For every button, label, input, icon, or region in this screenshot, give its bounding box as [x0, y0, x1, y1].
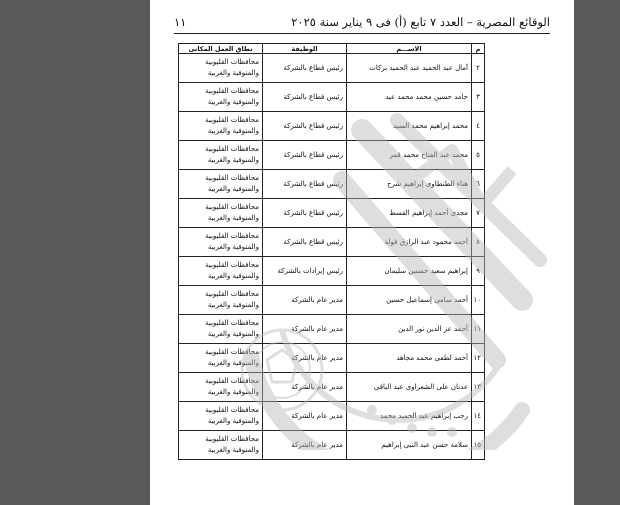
- row-name: مجدى أحمد إبراهيم الفسط: [347, 199, 472, 228]
- row-name: محمد عبد الفتاح محمد قمر: [347, 141, 472, 170]
- row-job: رئيس قطاع بالشركة: [263, 83, 347, 112]
- row-scope-line-2: والمنوفية والغربية: [207, 301, 259, 309]
- row-scope-line-1: محافظات القليوبية: [205, 435, 259, 443]
- row-name: إبراهيم سعيد حسنين سليمان: [347, 257, 472, 286]
- row-scope: [179, 228, 263, 257]
- row-scope: [179, 286, 263, 315]
- gazette-header-title: الوقائع المصرية – العدد ٧ تابع (أ) فى ٩ يناير سنة ٢٠٢٥: [291, 15, 550, 29]
- row-scope-line-2: والمنوفية والغربية: [207, 214, 259, 222]
- row-scope: [179, 315, 263, 344]
- row-job: مدير عام بالشركة: [263, 402, 347, 431]
- table-row: [179, 112, 485, 141]
- row-scope: [179, 402, 263, 431]
- document-page: [150, 0, 574, 505]
- row-scope: [179, 141, 263, 170]
- row-scope-line-2: والمنوفية والغربية: [207, 156, 259, 164]
- row-scope-line-1: محافظات القليوبية: [205, 174, 259, 182]
- row-job: رئيس قطاع بالشركة: [263, 54, 347, 83]
- row-job: رئيس إيرادات بالشركة: [263, 257, 347, 286]
- row-scope-line-1: محافظات القليوبية: [205, 145, 259, 153]
- table-row: [179, 170, 485, 199]
- column-header-num: م: [472, 44, 485, 54]
- row-job: رئيس قطاع بالشركة: [263, 170, 347, 199]
- row-scope: [179, 83, 263, 112]
- table-row: [179, 344, 485, 373]
- column-header-name: الاســـم: [347, 44, 472, 54]
- row-name: سلامة حسن عبد النبى إبراهيم: [347, 431, 472, 460]
- row-name: أحمد لطفى محمد مجاهد: [347, 344, 472, 373]
- appointments-table: [178, 43, 485, 460]
- row-job: مدير عام بالشركة: [263, 286, 347, 315]
- row-name: أحمد عز الدين نور الدين: [347, 315, 472, 344]
- row-name: أحمد محمود عبد الرازق فولة: [347, 228, 472, 257]
- table-row: [179, 199, 485, 228]
- row-scope-line-2: والمنوفية والغربية: [207, 446, 259, 454]
- table-row: [179, 315, 485, 344]
- row-number: ١٥: [472, 431, 485, 460]
- row-scope: [179, 257, 263, 286]
- row-scope: [179, 170, 263, 199]
- row-name: عدنان على الشعراوى عبد الباقى: [347, 373, 472, 402]
- row-number: ١٢: [472, 344, 485, 373]
- row-number: ٦: [472, 170, 485, 199]
- row-job: رئيس قطاع بالشركة: [263, 228, 347, 257]
- row-scope-line-2: والمنوفية والغربية: [207, 359, 259, 367]
- row-job: مدير عام بالشركة: [263, 373, 347, 402]
- row-scope-line-1: محافظات القليوبية: [205, 290, 259, 298]
- row-job: رئيس قطاع بالشركة: [263, 141, 347, 170]
- row-name: رجب إبراهيم عبد الحميد محمد: [347, 402, 472, 431]
- row-scope-line-1: محافظات القليوبية: [205, 87, 259, 95]
- row-name: حامد حسين محمد محمد عيد: [347, 83, 472, 112]
- row-number: ٧: [472, 199, 485, 228]
- row-number: ٨: [472, 228, 485, 257]
- table-row: [179, 228, 485, 257]
- row-scope-line-1: محافظات القليوبية: [205, 348, 259, 356]
- row-number: ٩: [472, 257, 485, 286]
- table-row: [179, 54, 485, 83]
- row-number: ١٠: [472, 286, 485, 315]
- table-row: [179, 373, 485, 402]
- table-row: [179, 431, 485, 460]
- row-scope-line-1: محافظات القليوبية: [205, 232, 259, 240]
- row-name: أحمد سامى إسماعيل حسين: [347, 286, 472, 315]
- row-number: ١٣: [472, 373, 485, 402]
- row-number: ١١: [472, 315, 485, 344]
- column-header-job: الوظيفة: [263, 44, 347, 54]
- row-scope-line-1: محافظات القليوبية: [205, 406, 259, 414]
- page-header: [174, 13, 550, 33]
- row-scope: [179, 344, 263, 373]
- row-name: هناء الطنطاوى إبراهيم شرح: [347, 170, 472, 199]
- table-row: [179, 402, 485, 431]
- row-job: مدير عام بالشركة: [263, 344, 347, 373]
- row-number: ٤: [472, 112, 485, 141]
- row-name: محمد إبراهيم محمد السيد: [347, 112, 472, 141]
- row-scope-line-2: والمنوفية والغربية: [207, 243, 259, 251]
- row-number: ١٤: [472, 402, 485, 431]
- row-scope-line-2: والمنوفية والغربية: [207, 272, 259, 280]
- row-scope-line-2: والمنوفية والغربية: [207, 185, 259, 193]
- row-scope-line-1: محافظات القليوبية: [205, 261, 259, 269]
- row-number: ٥: [472, 141, 485, 170]
- page-number: ١١: [174, 15, 187, 29]
- row-scope-line-1: محافظات القليوبية: [205, 319, 259, 327]
- row-scope: [179, 373, 263, 402]
- table-row: [179, 141, 485, 170]
- table-row: [179, 286, 485, 315]
- row-scope: [179, 431, 263, 460]
- row-scope-line-1: محافظات القليوبية: [205, 58, 259, 66]
- row-job: رئيس قطاع بالشركة: [263, 199, 347, 228]
- column-header-scope: نطاق العمل المكانى: [179, 44, 263, 54]
- table-row: [179, 257, 485, 286]
- row-scope-line-2: والمنوفية والغربية: [207, 330, 259, 338]
- table-header-row: [179, 44, 485, 54]
- row-scope-line-2: والمنوفية والغربية: [207, 417, 259, 425]
- row-name: آمال عبد الحميد عبد الحميد بركات: [347, 54, 472, 83]
- row-scope: [179, 54, 263, 83]
- row-scope-line-2: والمنوفية والغربية: [207, 69, 259, 77]
- row-scope-line-2: والمنوفية والغربية: [207, 98, 259, 106]
- row-scope-line-1: محافظات القليوبية: [205, 203, 259, 211]
- row-scope: [179, 199, 263, 228]
- table-row: [179, 83, 485, 112]
- row-number: ٢: [472, 54, 485, 83]
- header-rule: [174, 33, 550, 34]
- row-scope-line-2: والمنوفية والغربية: [207, 388, 259, 396]
- row-number: ٣: [472, 83, 485, 112]
- row-scope-line-1: محافظات القليوبية: [205, 116, 259, 124]
- row-job: مدير عام بالشركة: [263, 315, 347, 344]
- row-scope: [179, 112, 263, 141]
- row-scope-line-2: والمنوفية والغربية: [207, 127, 259, 135]
- row-scope-line-1: محافظات القليوبية: [205, 377, 259, 385]
- row-job: رئيس قطاع بالشركة: [263, 112, 347, 141]
- row-job: مدير عام بالشركة: [263, 431, 347, 460]
